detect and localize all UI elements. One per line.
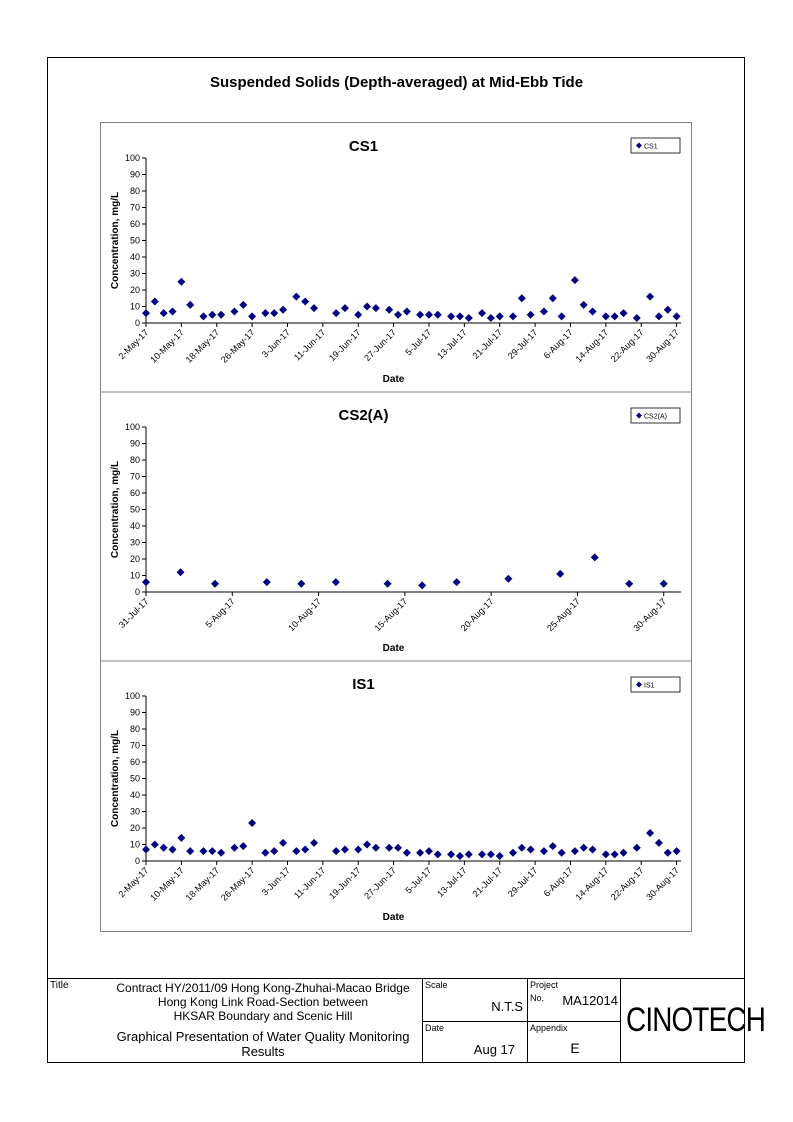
chart-3-x-tick-label: 13-Jul-17 [435,865,469,899]
chart-1-x-tick-label: 6-Aug-17 [541,327,575,361]
chart-1-x-tick-label: 30-Aug-17 [644,327,681,365]
chart-1-x-tick-label: 18-May-17 [183,327,222,365]
scale-value: N.T.S [491,999,523,1014]
chart-1-data-point [217,311,225,319]
chart-2-data-point [297,580,305,588]
chart-3-data-point [363,841,371,849]
chart-1-data-point [279,306,287,314]
chart-2-y-axis-label: Concentration, mg/L [110,460,121,559]
chart-3-data-point [354,845,362,853]
chart-1-data-point [239,301,247,309]
chart-1-title: CS1 [348,138,379,155]
chart-1-data-point [151,298,159,306]
chart-1-data-point [465,314,473,322]
chart-3-data-point [217,849,225,857]
chart-3-data-point [230,844,238,852]
chart-1-data-point [385,306,393,314]
chart-1-x-tick-label: 10-May-17 [148,327,186,365]
chart-3-data-point [602,850,610,858]
chart-2-x-tick-label: 20-Aug-17 [458,596,496,634]
chart-3-x-tick-label: 14-Aug-17 [573,865,611,903]
project-label: Project [530,980,559,990]
chart-3-data-point [664,849,672,857]
chart-1-x-tick-label: 13-Jul-17 [435,327,469,361]
subtitle-line-2: Results [241,1044,285,1059]
chart-1-data-point [199,312,207,320]
chart-3-data-point [620,849,628,857]
chart-3-data-point [487,850,495,858]
chart-1-data-point [655,312,663,320]
chart-1-data-point [142,309,150,317]
project-no: MA12014 [562,993,618,1008]
chart-3-data-point [208,847,216,855]
chart-3-y-tick-label: 50 [129,773,140,784]
chart-3-data-point [646,829,654,837]
chart-3-x-tick-label: 21-Jul-17 [470,865,505,899]
chart-3-data-point [456,852,464,860]
chart-3-data-point [571,847,579,855]
chart-1-data-point [270,309,278,317]
chart-2-data-point [625,580,633,588]
chart-3-x-tick-label: 22-Aug-17 [608,865,646,903]
chart-1-data-point [602,312,610,320]
chart-1-y-tick-label: 70 [129,202,140,213]
date-cell [422,1021,528,1063]
appendix-value: E [570,1040,580,1056]
chart-2-data-point [332,578,340,586]
chart-1-y-tick-label: 40 [129,252,140,262]
chart-3-data-point [385,844,393,852]
chart-3-legend-label: IS1 [644,682,655,690]
chart-3-data-point [655,839,663,847]
chart-1-x-tick-label: 14-Aug-17 [573,327,611,365]
title-block [47,978,766,1063]
chart-1-data-point [248,312,256,320]
chart-2-data-point [142,578,150,586]
chart-1-y-tick-label: 80 [129,186,140,196]
scale-label: Scale [425,980,448,990]
chart-2-x-tick-label: 15-Aug-17 [372,596,410,634]
chart-2-data-point [453,578,461,586]
chart-3-y-tick-label: 70 [129,740,140,751]
chart-3-x-tick-label: 18-May-17 [183,865,222,903]
chart-3-data-point [558,849,566,857]
chart-1-data-point [261,309,269,317]
chart-3-data-point [478,850,486,858]
chart-3-data-point [248,819,256,827]
chart-3-data-point [160,844,168,852]
chart-2-y-tick-label: 100 [124,422,140,432]
chart-1-data-point [447,312,455,320]
chart-3-data-point [151,841,159,849]
chart-2-legend-label: CS2(A) [644,413,667,421]
chart-1-y-tick-label: 50 [129,235,140,246]
chart-3-data-point [633,844,641,852]
chart-1-data-point [558,312,566,320]
chart-1-x-tick-label: 29-Jul-17 [505,327,540,361]
chart-3-y-tick-label: 90 [129,707,140,718]
project-no-label: No. [530,993,545,1003]
chart-2-y-tick-label: 40 [129,521,140,531]
chart-1-data-point [363,303,371,311]
chart-1-data-point [549,294,557,302]
contract-line-1: Contract HY/2011/09 Hong Kong-Zhuhai-Macao Bridge [116,981,410,995]
chart-2-y-tick-label: 50 [129,504,140,515]
chart-3-data-point [394,844,402,852]
chart-3-x-tick-label: 30-Aug-17 [644,865,681,903]
chart-2-y-tick-label: 30 [129,537,140,548]
chart-3-data-point [177,834,185,842]
chart-1-x-tick-label: 2-May-17 [116,327,151,362]
chart-1-y-tick-label: 10 [129,301,140,312]
chart-1-data-point [310,304,318,312]
chart-1-x-tick-label: 3-Jun-17 [259,327,292,360]
chart-1-data-point [633,314,641,322]
chart-3-x-tick-label: 26-May-17 [219,865,257,903]
chart-2-y-tick-label: 60 [129,488,140,498]
chart-2-y-tick-label: 0 [134,587,140,597]
chart-2-y-tick-label: 20 [129,554,140,564]
chart-2-x-tick-label: 5-Aug-17 [203,596,237,630]
chart-1-data-point [341,304,349,312]
chart-1-x-tick-label: 22-Aug-17 [608,327,646,365]
chart-1-data-point [208,311,216,319]
chart-1-y-tick-label: 60 [129,219,140,229]
chart-3-data-point [403,849,411,857]
chart-3-data-point [372,844,380,852]
chart-3-data-point [580,844,588,852]
chart-1-data-point [487,314,495,322]
chart-1-data-point [478,309,486,317]
chart-1-data-point [646,293,654,301]
chart-1-y-tick-label: 20 [129,285,140,295]
contract-line-2: Hong Kong Link Road-Section between [157,995,369,1009]
chart-1-data-point [611,312,619,320]
chart-1-y-axis-label: Concentration, mg/L [110,191,121,290]
chart-3-x-tick-label: 2-May-17 [116,865,151,900]
chart-3-x-tick-label: 11-Jun-17 [292,865,328,901]
chart-3-data-point [447,850,455,858]
chart-3-data-point [611,850,619,858]
chart-1-data-point [664,306,672,314]
chart-3-x-tick-label: 19-Jun-17 [326,865,363,902]
page-title: Suspended Solids (Depth-averaged) at Mid-Ebb Tide [209,74,584,91]
chart-2-x-tick-label: 25-Aug-17 [545,596,582,634]
date-value: Aug 17 [473,1042,515,1057]
chart-1-x-tick-label: 26-May-17 [219,327,257,365]
subtitle-line-1: Graphical Presentation of Water Quality Monitoring [116,1029,410,1044]
chart-1-data-point [372,304,380,312]
logo-cell [620,978,766,1063]
chart-3-data-point [589,845,597,853]
chart-1-data-point [169,307,177,315]
chart-3-y-tick-label: 100 [124,691,140,701]
chart-1-data-point [580,301,588,309]
chart-1-data-point [509,312,517,320]
chart-3-data-point [434,850,442,858]
chart-1-data-point [160,309,168,317]
chart-2-data-point [418,581,426,589]
chart-1-data-point [527,311,535,319]
chart-2-data-point [504,575,512,583]
drawing-subtitle [108,1029,418,1059]
chart-1-data-point [434,311,442,319]
chart-2-y-tick-label: 80 [129,455,140,465]
chart-3-data-point [673,847,681,855]
chart-3-data-point [292,847,300,855]
chart-3-data-point [310,839,318,847]
chart-1-y-tick-label: 0 [134,318,140,328]
appendix-label: Appendix [530,1023,568,1033]
chart-1-legend-label: CS1 [644,143,658,151]
chart-1-x-tick-label: 5-Jul-17 [403,327,434,358]
chart-1-data-point [186,301,194,309]
chart-1-data-point [416,311,424,319]
chart-3-data-point [279,839,287,847]
chart-1-data-point [589,307,597,315]
chart-3-y-axis-label: Concentration, mg/L [110,729,121,828]
chart-3-data-point [496,852,504,860]
contract-line-3: HKSAR Boundary and Scenic Hill [173,1009,353,1023]
chart-3-data-point [341,845,349,853]
chart-2-x-tick-label: 30-Aug-17 [631,596,669,634]
chart-1-data-point [496,312,504,320]
chart-1-x-axis-label: Date [382,374,405,385]
chart-3-data-point [540,847,548,855]
chart-1-y-tick-label: 100 [124,153,140,163]
chart-2-x-tick-label: 10-Aug-17 [286,596,323,634]
chart-3-x-tick-label: 27-Jun-17 [362,865,399,902]
chart-3-x-tick-label: 3-Jun-17 [259,865,292,898]
chart-3-data-point [301,845,309,853]
chart-3-data-point [518,844,526,852]
chart-3-data-point [261,849,269,857]
chart-3-x-tick-label: 10-May-17 [148,865,186,903]
title-cell [47,978,423,1063]
chart-3-title: IS1 [352,676,375,693]
chart-3-y-tick-label: 0 [134,856,140,866]
chart-2-x-axis-label: Date [382,643,405,654]
chart-3-data-point [270,847,278,855]
chart-1-data-point [620,309,628,317]
chart-3-data-point [549,842,557,850]
chart-2-data-point [556,570,564,578]
chart-3-x-axis-label: Date [382,912,405,923]
chart-1-x-tick-label: 19-Jun-17 [326,327,363,364]
chart-1-data-point [394,311,402,319]
appendix-cell [527,1021,621,1063]
chart-1-data-point [456,312,464,320]
chart-1-y-tick-label: 90 [129,169,140,180]
chart-3-y-tick-label: 80 [129,724,140,734]
chart-3-data-point [239,842,247,850]
project-cell [527,978,621,1022]
chart-2-y-tick-label: 70 [129,471,140,482]
chart-2-y-tick-label: 90 [129,438,140,449]
chart-3-data-point [465,850,473,858]
chart-3-y-tick-label: 40 [129,790,140,800]
chart-3-data-point [509,849,517,857]
chart-2-data-point [591,553,599,561]
chart-3-x-tick-label: 6-Aug-17 [541,865,575,899]
chart-1-data-point [571,276,579,284]
chart-2-data-point [263,578,271,586]
title-label: Title [50,980,69,991]
chart-1-data-point [292,293,300,301]
chart-1-data-point [518,294,526,302]
chart-2-title: CS2(A) [338,407,389,424]
chart-1-x-tick-label: 21-Jul-17 [470,327,505,361]
chart-2-data-point [660,580,668,588]
chart-3-y-tick-label: 60 [129,757,140,767]
chart-2-data-point [211,580,219,588]
chart-3-data-point [332,847,340,855]
scale-cell [422,978,528,1022]
chart-3-data-point [186,847,194,855]
chart-1-data-point [177,278,185,286]
chart-3-y-tick-label: 30 [129,806,140,817]
chart-1-y-tick-label: 30 [129,268,140,279]
date-label: Date [425,1023,445,1033]
chart-1-data-point [673,312,681,320]
cinotech-logo: CINOTECH [626,1001,766,1039]
chart-1-data-point [425,311,433,319]
chart-3-x-tick-label: 29-Jul-17 [505,865,540,899]
chart-1-data-point [230,307,238,315]
chart-3-data-point [199,847,207,855]
chart-3-x-tick-label: 5-Jul-17 [403,865,434,896]
chart-1-data-point [301,298,309,306]
chart-1-data-point [332,309,340,317]
chart-2-data-point [177,568,185,576]
chart-3-data-point [169,845,177,853]
chart-1-x-tick-label: 27-Jun-17 [362,327,399,364]
chart-2-x-tick-label: 31-Jul-17 [116,596,151,630]
chart-1-x-tick-label: 11-Jun-17 [292,327,328,363]
chart-1-data-point [354,311,362,319]
chart-2-data-point [384,580,392,588]
chart-3-data-point [527,845,535,853]
chart-1-data-point [540,307,548,315]
contract-title [108,981,418,1023]
chart-3-data-point [416,849,424,857]
chart-3-y-tick-label: 10 [129,839,140,850]
chart-1-data-point [403,307,411,315]
chart-3-data-point [425,847,433,855]
chart-3-data-point [142,845,150,853]
chart-3-y-tick-label: 20 [129,823,140,833]
chart-2-y-tick-label: 10 [129,570,140,581]
